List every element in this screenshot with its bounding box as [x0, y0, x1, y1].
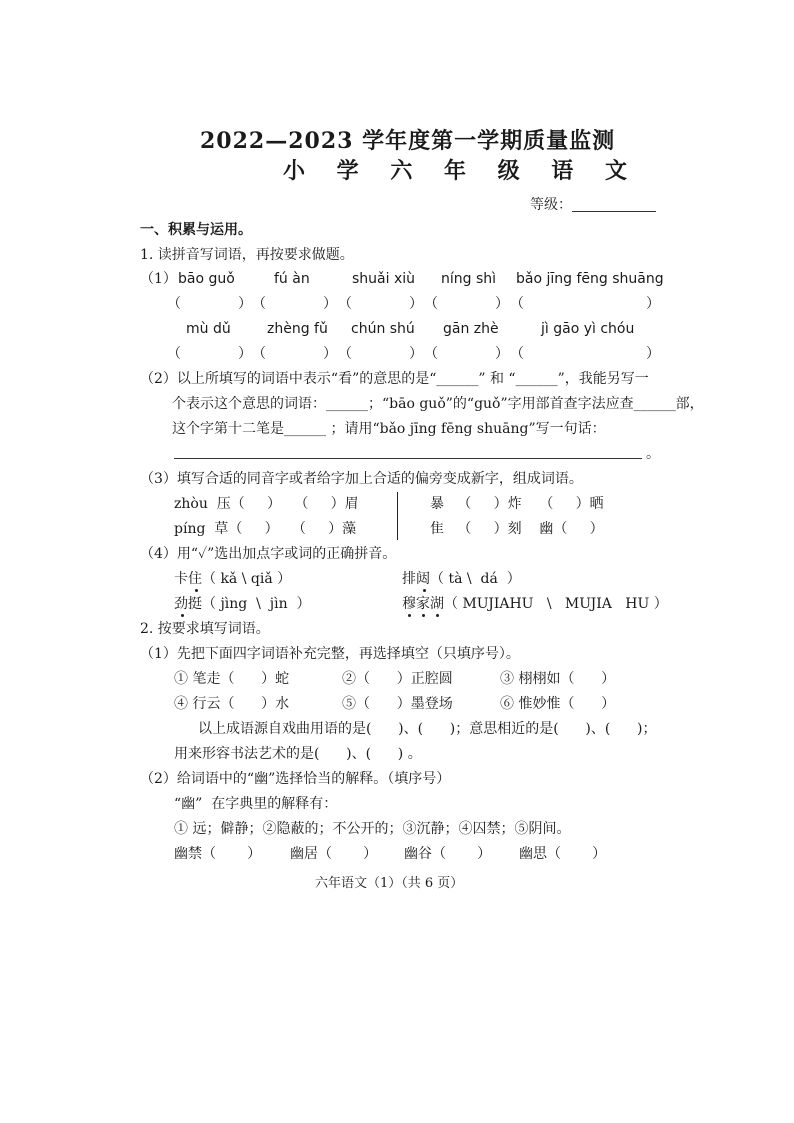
q1-p3-stem: （3）填写合适的同音字或者给字加上合适的偏旁变成新字，组成词语。: [140, 471, 583, 487]
radical-row[interactable]: 隹 （ ）刻 幽（ ）: [430, 521, 604, 537]
homophone-row[interactable]: píng 草（ ） （ ）藻: [174, 521, 357, 537]
page-footer: 六年语文（1）（共 6 页）: [315, 876, 464, 891]
you-word-item[interactable]: 幽禁（ ）: [174, 846, 262, 862]
idiom-item[interactable]: ④ 行云（ ）水: [174, 696, 290, 712]
definition-list: ① 远；僻静；②隐蔽的；不公开的；③沉静；④囚禁；⑤阴间。: [174, 821, 571, 837]
answer-paren-open[interactable]: （: [338, 296, 352, 312]
exam-subtitle: 小 学 六 年 级 语 文: [283, 158, 639, 184]
q1-p2-line: 这个字第十二笔是______ ；请用“bǎo jīng fēng shuāng”写一句话：: [172, 421, 606, 437]
emphasis-dot: [436, 614, 439, 617]
answer-paren-open[interactable]: （: [252, 296, 266, 312]
pinyin-item: gān zhè: [443, 321, 499, 337]
q2-p1-stem: （1）先把下面四字词语补充完整，再选择填空（只填序号）。: [140, 646, 520, 662]
pinyin-item: fú àn: [274, 271, 310, 287]
pinyin-choice[interactable]: 穆家湖（ MUJIAHU \ MUJIA HU ）: [402, 596, 668, 612]
answer-paren-close: ）: [238, 346, 252, 362]
q2-stem: 2. 按要求填写词语。: [140, 621, 270, 637]
answer-paren-close: ）: [323, 296, 337, 312]
you-word-item[interactable]: 幽思（ ）: [519, 846, 607, 862]
homophone-row[interactable]: zhòu 压（ ） （ ）眉: [174, 496, 359, 512]
you-word-item[interactable]: 幽谷（ ）: [404, 846, 492, 862]
q1-p4-stem: （4）用“✓”选出加点字或词的正确拼音。: [140, 546, 397, 562]
answer-paren-close: ）: [409, 296, 423, 312]
q2-p2-stem: （2）给词语中的“幽”选择恰当的解释。（填序号）: [140, 771, 451, 787]
emphasis-dot: [408, 614, 411, 617]
definition-label: “幽” 在字典里的解释有：: [174, 796, 338, 812]
pinyin-item: bāo guǒ: [178, 271, 235, 287]
answer-paren-open[interactable]: （: [252, 346, 266, 362]
pinyin-choice[interactable]: 排闼（ tà \ dá ）: [402, 571, 521, 587]
answer-paren-open[interactable]: （: [167, 296, 181, 312]
you-word-item[interactable]: 幽居（ ）: [290, 846, 378, 862]
answer-paren-open[interactable]: （: [424, 346, 438, 362]
idiom-item[interactable]: ②（ ）正腔圆: [342, 671, 453, 687]
section-heading: 一、积累与运用。: [140, 222, 252, 238]
pinyin-item: shuǎi xiù: [352, 271, 416, 287]
idiom-fill-line[interactable]: 用来形容书法艺术的是( )、( ) 。: [174, 746, 422, 762]
idiom-item[interactable]: ① 笔走（ ）蛇: [174, 671, 290, 687]
sentence-answer-line[interactable]: [174, 458, 642, 459]
answer-paren-close: ）: [495, 346, 509, 362]
q1-stem: 1. 读拼音写词语，再按要求做题。: [140, 247, 354, 263]
pinyin-choice[interactable]: 劲挺（ jìng \ jìn ）: [174, 596, 311, 612]
pinyin-item: níng shì: [441, 271, 497, 287]
idiom-item[interactable]: ⑤（ ）墨登场: [342, 696, 453, 712]
q1-p2-line: 个表示这个意思的词语：______；“bāo guǒ”的“guǒ”字用部首查字法应查______部，: [172, 396, 704, 412]
answer-paren-open[interactable]: （: [424, 296, 438, 312]
answer-paren-open[interactable]: （: [338, 346, 352, 362]
answer-paren-close: ）: [495, 296, 509, 312]
emphasis-dot: [423, 589, 426, 592]
period-mark: 。: [646, 446, 660, 462]
divider: [397, 492, 398, 540]
idiom-item[interactable]: ③ 栩栩如（ ）: [500, 671, 616, 687]
q1-p1-label: （1）: [140, 271, 177, 287]
radical-row[interactable]: 暴 （ ）炸 （ ）晒: [430, 496, 604, 512]
exam-title: 2022—2023 学年度第一学期质量监测: [200, 128, 616, 154]
pinyin-choice[interactable]: 卡住（ kǎ \ qiǎ ）: [174, 571, 292, 587]
idiom-fill-line[interactable]: 以上成语源自戏曲用语的是( )、( )；意思相近的是( )、( )；: [198, 721, 657, 737]
pinyin-item: jì gāo yì chóu: [541, 321, 635, 337]
pinyin-item: bǎo jīng fēng shuāng: [516, 271, 664, 287]
answer-paren-close: ）: [409, 346, 423, 362]
pinyin-item: chún shú: [351, 321, 415, 337]
answer-paren-close: ）: [646, 296, 660, 312]
emphasis-dot: [195, 589, 198, 592]
pinyin-item: zhèng fǔ: [267, 321, 328, 337]
answer-paren-close: ）: [323, 346, 337, 362]
answer-paren-open[interactable]: （: [510, 346, 524, 362]
grade-label: 等级：: [530, 197, 572, 213]
grade-blank[interactable]: [572, 211, 656, 212]
idiom-item[interactable]: ⑥ 惟妙惟（ ）: [500, 696, 616, 712]
pinyin-item: mù dǔ: [186, 321, 231, 337]
emphasis-dot: [422, 614, 425, 617]
answer-paren-open[interactable]: （: [167, 346, 181, 362]
answer-paren-close: ）: [238, 296, 252, 312]
emphasis-dot: [181, 614, 184, 617]
q1-p2-line: （2）以上所填写的词语中表示“看”的意思的是“______” 和 “______”，我能另写一: [140, 371, 649, 387]
answer-paren-close: ）: [646, 346, 660, 362]
answer-paren-open[interactable]: （: [510, 296, 524, 312]
